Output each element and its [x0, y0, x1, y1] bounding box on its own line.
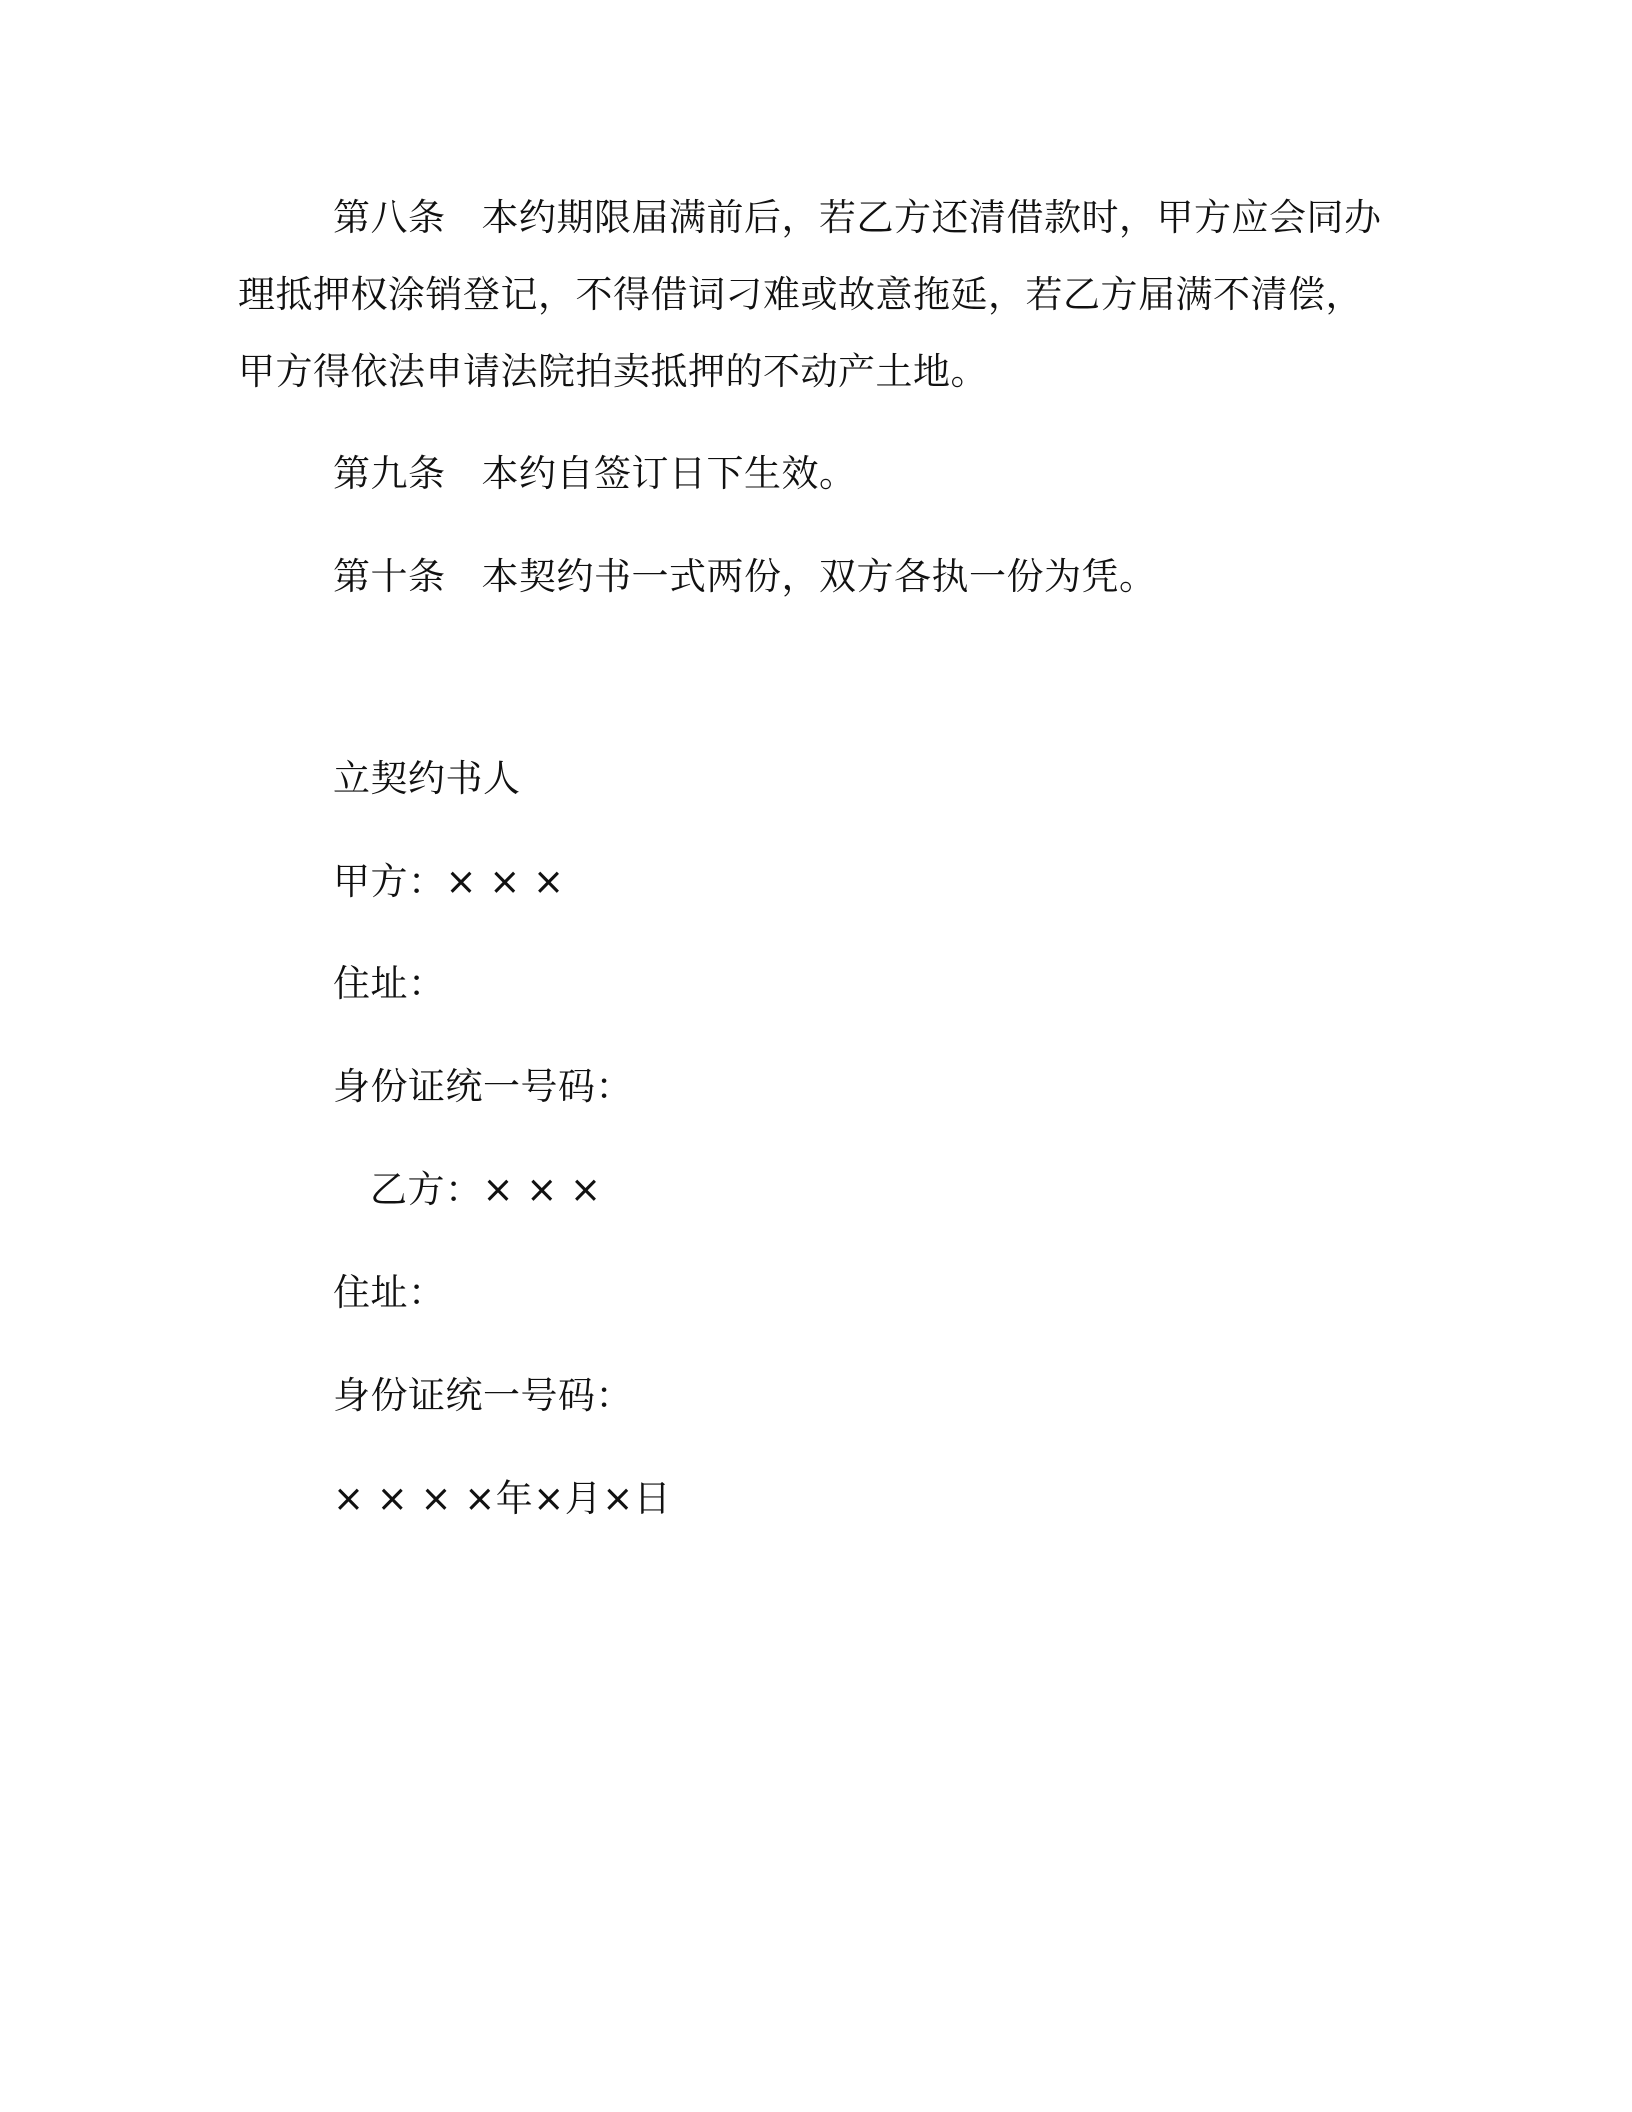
- article-10-number: 第十条: [333, 555, 446, 598]
- article-8-number: 第八条: [333, 196, 446, 239]
- party-b-id-number: 身份证统一号码：: [333, 1374, 633, 1417]
- article-8-line-1: [333, 193, 1382, 243]
- article-9: [333, 449, 857, 499]
- signing-date: × × × ×年×月×日: [333, 1477, 672, 1520]
- party-a-id-number: 身份证统一号码：: [333, 1065, 633, 1108]
- signature-heading: 立契约书人: [333, 757, 521, 800]
- article-10: [333, 552, 1157, 602]
- article-10-text: 本契约书一式两份，双方各执一份为凭。: [481, 555, 1157, 598]
- party-a-name: 甲方：× × ×: [333, 860, 565, 903]
- article-9-text: 本约自签订日下生效。: [481, 452, 857, 495]
- article-8-line-3: 甲方得依法申请法院拍卖抵押的不动产土地。: [238, 350, 988, 393]
- party-b-address: 住址：: [333, 1271, 446, 1314]
- article-8-line-2: 理抵押权涂销登记，不得借词刁难或故意拖延，若乙方届满不清偿，: [238, 273, 1363, 316]
- article-9-number: 第九条: [333, 452, 446, 495]
- party-a-address: 住址：: [333, 962, 446, 1005]
- party-b-name: 乙方：× × ×: [370, 1168, 602, 1211]
- article-8-text-1: 本约期限届满前后，若乙方还清借款时，甲方应会同办: [481, 196, 1382, 239]
